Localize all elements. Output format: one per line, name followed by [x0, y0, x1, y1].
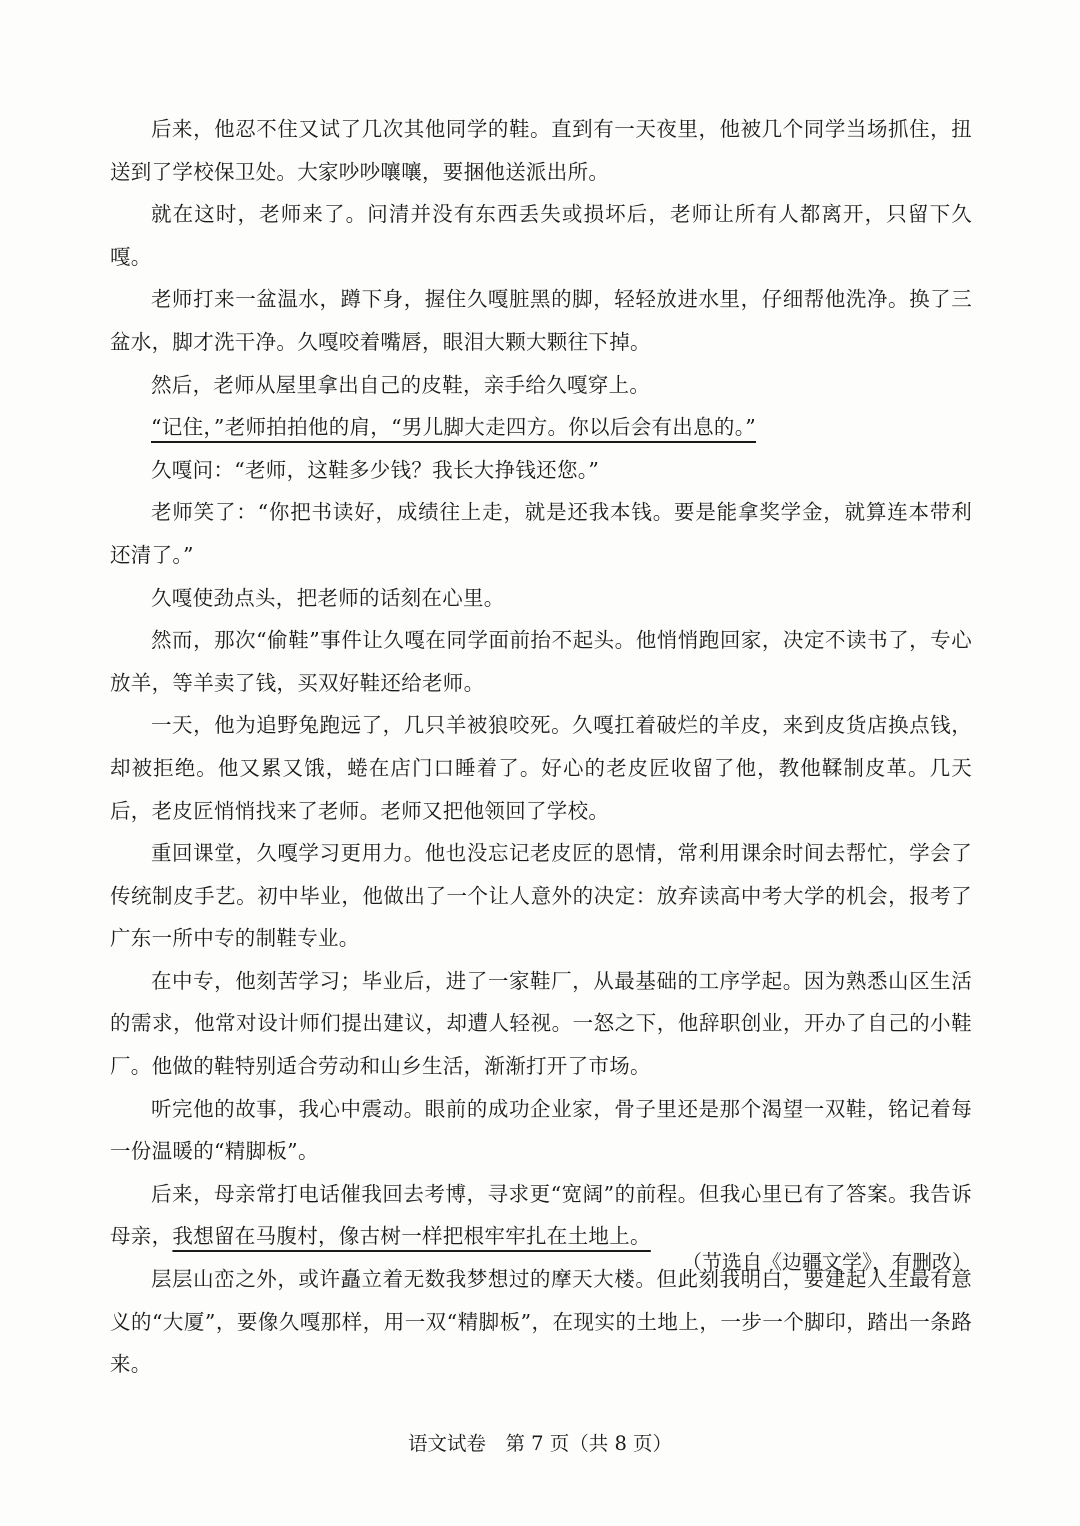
paragraph-8: 久嘎使劲点头，把老师的话刻在心里。 — [151, 585, 505, 610]
paragraph-10: 一天，他为追野兔跑远了，几只羊被狼咬死。久嘎扛着破烂的羊皮，来到皮货店换点钱，却被拒绝。他又累又饿，蜷在店门口睡着了。好心的老皮匠收留了他，教他鞣制皮革。几天后，老皮匠悄悄找来了老师。老师又把他领回了学校。 — [110, 713, 972, 823]
source-note: （节选自《边疆文学》，有删改） — [682, 1250, 972, 1274]
paragraph-15: 层层山峦之外，或许矗立着无数我梦想过的摩天大楼。但此刻我明白，要建起人生最有意义的“大厦”，要像久嘎那样，用一双“精脚板”，在现实的土地上，一步一个脚印，踏出一条路来。 — [110, 1267, 972, 1377]
paragraph-5-underlined-quote — [110, 406, 972, 449]
paragraph-11: 重回课堂，久嘎学习更用力。他也没忘记老皮匠的恩情，常利用课余时间去帮忙，学会了传统制皮手艺。初中毕业，他做出了一个让人意外的决定：放弃读高中考大学的机会，报考了广东一所中专的制鞋专业。 — [110, 841, 972, 951]
underlined-sentence: “记住，”老师拍拍他的肩，“男儿脚大走四方。你以后会有出息的。” — [151, 415, 757, 440]
paragraph-2: 就在这时，老师来了。问清并没有东西丢失或损坏后，老师让所有人都离开，只留下久嘎。 — [110, 202, 972, 269]
article-body — [110, 108, 972, 1386]
paragraph-7: 老师笑了：“你把书读好，成绩往上走，就是还我本钱。要是能拿奖学金，就算连本带利还清了。” — [110, 500, 972, 567]
paragraph-1: 后来，他忍不住又试了几次其他同学的鞋。直到有一天夜里，他被几个同学当场抓住，扭送到了学校保卫处。大家吵吵嚷嚷，要捆他送派出所。 — [110, 117, 972, 184]
paragraph-14-text: 后来，母亲常打电话催我回去考博，寻求更“宽阔”的前程。但我心里已有了答案。我告诉母亲， — [110, 1181, 972, 1249]
paragraph-6: 久嘎问：“老师，这鞋多少钱？我长大挣钱还您。” — [151, 457, 600, 482]
paragraph-9: 然而，那次“偷鞋”事件让久嘎在同学面前抬不起头。他悄悄跑回家，决定不读书了，专心放羊，等羊卖了钱，买双好鞋还给老师。 — [110, 628, 972, 695]
paragraph-13: 听完他的故事，我心中震动。眼前的成功企业家，骨子里还是那个渴望一双鞋，铭记着每一份温暖的“精脚板”。 — [110, 1096, 972, 1164]
underlined-sentence: 我想留在马腹村，像古树一样把根牢牢扎在土地上。 — [172, 1224, 651, 1249]
page-footer: 语文试卷 第 7 页（共 8 页） — [407, 1432, 673, 1455]
paragraph-3: 老师打来一盆温水，蹲下身，握住久嘎脏黑的脚，轻轻放进水里，仔细帮他洗净。换了三盆水，脚才洗干净。久嘎咬着嘴唇，眼泪大颗大颗往下掉。 — [110, 287, 972, 354]
paragraph-12: 在中专，他刻苦学习；毕业后，进了一家鞋厂，从最基础的工序学起。因为熟悉山区生活的需求，他常对设计师们提出建议，却遭人轻视。一怒之下，他辞职创业，开办了自己的小鞋厂。他做的鞋特别适合劳动和山乡生活，渐渐打开了市场。 — [110, 968, 972, 1079]
paragraph-4: 然后，老师从屋里拿出自己的皮鞋，亲手给久嘎穿上。 — [151, 372, 651, 397]
